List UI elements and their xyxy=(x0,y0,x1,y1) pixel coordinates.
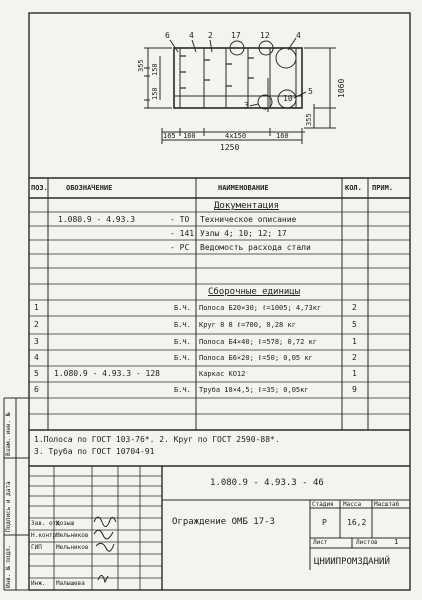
header-designation: ОБОЗНАЧЕНИЕ xyxy=(66,184,113,192)
dim-left-150a: 150 xyxy=(151,63,159,76)
organization-name: ЦНИИПРОМЗДАНИЙ xyxy=(314,557,390,567)
dim-bottom-4x150: 4x150 xyxy=(225,132,247,140)
role-1: Зав. отд xyxy=(31,520,60,527)
row-5-pos: 5 xyxy=(34,369,39,378)
row-6-mark: Б.Ч. xyxy=(174,386,191,394)
row-5-qty: 1 xyxy=(352,369,357,378)
sheet-label: Лист xyxy=(313,539,328,546)
header-note: ПРИМ. xyxy=(372,184,394,192)
row-5-designation: 1.080.9 - 4.93.3 - 128 xyxy=(54,369,160,378)
row-1-mark: Б.Ч. xyxy=(174,304,191,312)
row-2-qty: 5 xyxy=(352,320,357,329)
doc-row-2-name: Узлы 4; 10; 12; 17 xyxy=(200,229,287,238)
side-label-signature-date: Подпись и дата xyxy=(5,481,12,532)
row-5-name: Каркас КО12 xyxy=(199,370,246,378)
row-3-qty: 1 xyxy=(352,337,357,346)
section-assembly-units: Сборочные единицы xyxy=(208,287,301,297)
stage-value: Р xyxy=(322,518,327,527)
mass-value: 16,2 xyxy=(347,518,367,527)
row-2-mark: Б.Ч. xyxy=(174,321,191,329)
header-name: НАИМЕНОВАНИЕ xyxy=(218,184,269,192)
row-2-pos: 2 xyxy=(34,320,39,329)
callout-6: 6 xyxy=(165,31,170,40)
sheets-value: 1 xyxy=(394,538,399,546)
row-4-qty: 2 xyxy=(352,353,357,362)
sheets-label: Листов xyxy=(356,539,378,546)
dim-total-1250: 1250 xyxy=(220,143,240,152)
doc-row-3-suffix: - РС xyxy=(170,243,190,252)
doc-row-1-name: Техническое описание xyxy=(200,215,297,224)
role-2: Н.контр. xyxy=(31,532,60,539)
callout-4: 4 xyxy=(189,31,194,40)
stage-label: Стадия xyxy=(312,501,334,508)
dim-left-150b: 150 xyxy=(151,87,159,100)
callout-4b: 4 xyxy=(296,31,301,40)
header-pos: ПОЗ. xyxy=(31,184,48,192)
callout-17: 17 xyxy=(231,31,241,40)
header-qty: КОЛ. xyxy=(345,184,362,192)
side-label-replace-inv: Взам. инв. № xyxy=(5,412,12,456)
dim-left-355: 355 xyxy=(137,59,145,72)
role-3: ГИП xyxy=(31,544,42,551)
callout-12: 12 xyxy=(260,31,270,40)
callout-3: 3 xyxy=(244,101,249,110)
doc-row-1-designation: 1.080.9 - 4.93.3 xyxy=(58,215,136,224)
dim-right-1060: 1060 xyxy=(337,78,346,98)
callout-10: 10 xyxy=(283,94,293,103)
dim-bottom-160b: 160 xyxy=(276,132,289,140)
role-4: Инж. xyxy=(31,580,46,587)
doc-row-1-suffix: - ТО xyxy=(170,215,190,224)
row-6-pos: 6 xyxy=(34,385,39,394)
row-6-qty: 9 xyxy=(352,385,357,394)
row-3-name: Полоса Б4×40; ℓ=578; 0,72 кг xyxy=(199,338,317,346)
row-1-name: Полоса Б20×30; ℓ=1005; 4,73кг xyxy=(199,304,322,312)
doc-row-3-name: Ведомость расхода стали xyxy=(200,243,311,252)
signature-scribbles xyxy=(94,517,116,582)
title-block-code: 1.080.9 - 4.93.3 - 46 xyxy=(210,478,324,488)
dim-bottom-160a: 160 xyxy=(183,132,196,140)
row-4-name: Полоса Б6×20; ℓ=50; 0,05 кг xyxy=(199,354,313,362)
role-3-name: Мельников xyxy=(56,544,89,551)
row-6-name: Труба 18×4,5; ℓ=35; 0,05кг xyxy=(199,386,309,394)
note-line-1: 1.Полоса по ГОСТ 103-76*. 2. Круг по ГОСТ 2590-88*. xyxy=(34,435,280,444)
role-1-name: Козыш xyxy=(56,520,75,527)
section-documentation: Документация xyxy=(214,201,280,211)
callout-2: 2 xyxy=(208,31,213,40)
row-3-pos: 3 xyxy=(34,337,39,346)
row-1-qty: 2 xyxy=(352,303,357,312)
row-4-mark: Б.Ч. xyxy=(174,354,191,362)
callout-5: 5 xyxy=(308,87,313,96)
row-1-pos: 1 xyxy=(34,303,39,312)
doc-row-2-suffix: - 141 xyxy=(170,229,195,238)
mass-label: Масса xyxy=(343,501,362,508)
role-2-name: Мельников xyxy=(56,532,89,539)
side-label-original-inv: Инв. № подл. xyxy=(5,544,12,588)
role-4-name: Малышева xyxy=(56,580,85,587)
row-4-pos: 4 xyxy=(34,353,39,362)
scale-label: Масштаб xyxy=(374,501,400,508)
title-block-title: Ограждение ОМБ 17-3 xyxy=(172,517,275,527)
note-line-2: 3. Труба по ГОСТ 10704-91 xyxy=(34,447,155,456)
row-3-mark: Б.Ч. xyxy=(174,338,191,346)
dim-bottom-165: 165 xyxy=(163,132,176,140)
dim-right-355: 355 xyxy=(305,113,313,126)
row-2-name: Круг 8 8 ℓ=700, 0,28 кг xyxy=(199,321,296,329)
